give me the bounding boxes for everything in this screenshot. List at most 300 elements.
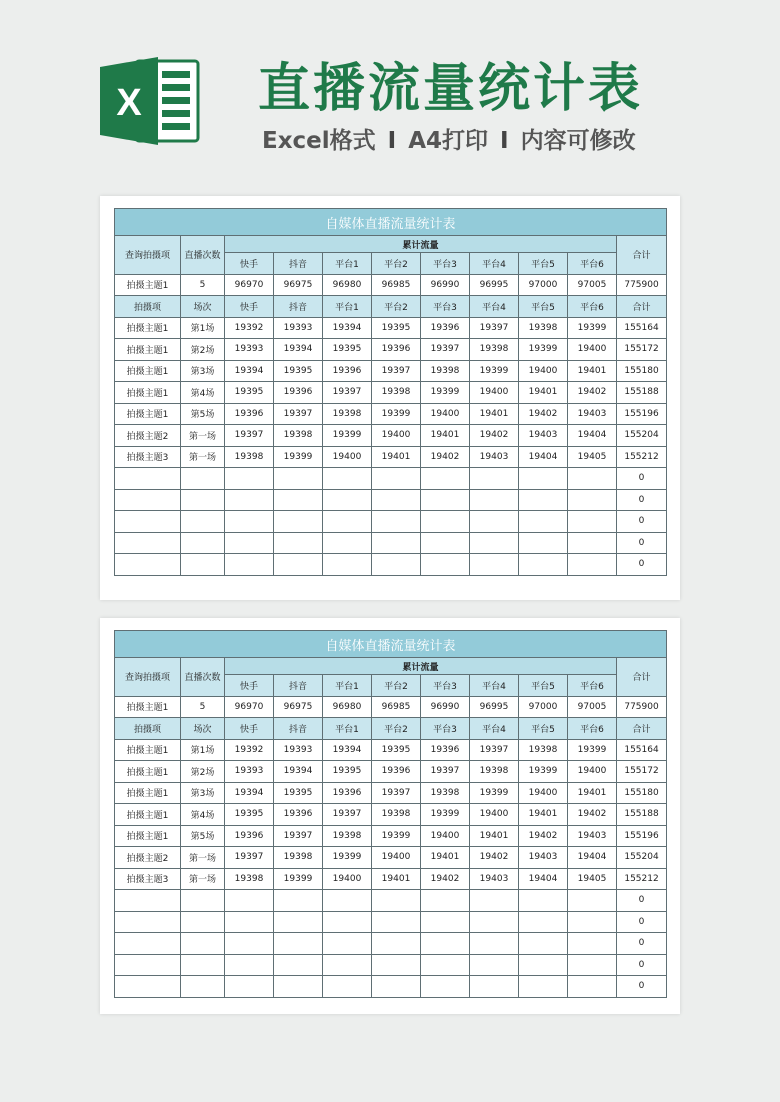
cumulative-label-cell[interactable]: 累计流量 <box>225 236 617 253</box>
table-cell[interactable]: 19398 <box>225 868 274 890</box>
table-cell[interactable]: 0 <box>617 911 667 933</box>
table-cell[interactable]: 155180 <box>617 782 667 804</box>
table-cell[interactable] <box>372 511 421 533</box>
detail-header-cell[interactable]: 平台5 <box>519 296 568 318</box>
table-cell[interactable]: 拍摄主题1 <box>115 339 181 361</box>
table-cell[interactable]: 19401 <box>470 825 519 847</box>
table-cell[interactable] <box>470 554 519 576</box>
platform-header-cell[interactable]: 平台3 <box>421 675 470 697</box>
table-cell[interactable] <box>519 468 568 490</box>
table-cell[interactable]: 19395 <box>372 739 421 761</box>
detail-header-cell[interactable]: 快手 <box>225 718 274 740</box>
table-cell[interactable]: 0 <box>617 489 667 511</box>
table-cell[interactable]: 第一场 <box>181 868 225 890</box>
table-cell[interactable] <box>225 532 274 554</box>
table-cell[interactable] <box>181 911 225 933</box>
table-cell[interactable]: 19401 <box>568 360 617 382</box>
table-cell[interactable]: 155172 <box>617 339 667 361</box>
table-cell[interactable] <box>115 532 181 554</box>
table-cell[interactable] <box>274 954 323 976</box>
table-cell[interactable]: 19401 <box>372 446 421 468</box>
sheet-title-cell[interactable]: 自媒体直播流量统计表 <box>115 209 667 236</box>
table-cell[interactable] <box>568 511 617 533</box>
table-cell[interactable] <box>568 468 617 490</box>
table-cell[interactable]: 19401 <box>568 782 617 804</box>
table-cell[interactable]: 第5场 <box>181 825 225 847</box>
table-cell[interactable] <box>115 468 181 490</box>
table-cell[interactable]: 拍摄主题1 <box>115 360 181 382</box>
detail-header-cell[interactable]: 平台5 <box>519 718 568 740</box>
table-cell[interactable]: 19395 <box>323 339 372 361</box>
table-cell[interactable] <box>421 468 470 490</box>
table-cell[interactable]: 19402 <box>470 847 519 869</box>
table-cell[interactable]: 19396 <box>372 761 421 783</box>
table-cell[interactable]: 拍摄主题3 <box>115 446 181 468</box>
table-cell[interactable] <box>181 511 225 533</box>
table-cell[interactable]: 0 <box>617 511 667 533</box>
table-cell[interactable]: 155172 <box>617 761 667 783</box>
table-cell[interactable] <box>568 489 617 511</box>
table-cell[interactable]: 19401 <box>421 847 470 869</box>
table-cell[interactable]: 19396 <box>274 382 323 404</box>
detail-header-cell[interactable]: 快手 <box>225 296 274 318</box>
table-cell[interactable] <box>519 489 568 511</box>
table-cell[interactable] <box>181 468 225 490</box>
table-cell[interactable]: 拍摄主题1 <box>115 382 181 404</box>
table-cell[interactable]: 19395 <box>274 360 323 382</box>
table-cell[interactable] <box>181 890 225 912</box>
table-cell[interactable] <box>421 976 470 998</box>
table-cell[interactable] <box>372 532 421 554</box>
table-cell[interactable]: 19396 <box>274 804 323 826</box>
table-cell[interactable]: 第4场 <box>181 804 225 826</box>
table-cell[interactable]: 19399 <box>519 761 568 783</box>
table-cell[interactable]: 19400 <box>568 339 617 361</box>
summary-value-cell[interactable]: 96995 <box>470 696 519 718</box>
platform-header-cell[interactable]: 平台1 <box>323 253 372 275</box>
table-cell[interactable]: 19398 <box>421 360 470 382</box>
table-cell[interactable]: 0 <box>617 976 667 998</box>
summary-count-cell[interactable]: 5 <box>181 274 225 296</box>
table-cell[interactable] <box>225 511 274 533</box>
table-cell[interactable]: 19400 <box>421 825 470 847</box>
table-cell[interactable]: 19393 <box>225 339 274 361</box>
table-cell[interactable] <box>274 468 323 490</box>
table-cell[interactable]: 0 <box>617 933 667 955</box>
table-cell[interactable]: 19393 <box>225 761 274 783</box>
table-cell[interactable] <box>568 933 617 955</box>
table-cell[interactable] <box>421 933 470 955</box>
table-cell[interactable]: 19401 <box>470 403 519 425</box>
table-cell[interactable] <box>372 468 421 490</box>
table-cell[interactable]: 19395 <box>323 761 372 783</box>
table-cell[interactable]: 19399 <box>568 739 617 761</box>
summary-value-cell[interactable]: 97000 <box>519 274 568 296</box>
table-cell[interactable]: 19399 <box>274 868 323 890</box>
platform-header-cell[interactable]: 抖音 <box>274 253 323 275</box>
table-cell[interactable]: 155188 <box>617 382 667 404</box>
table-cell[interactable] <box>323 511 372 533</box>
summary-count-cell[interactable]: 5 <box>181 696 225 718</box>
summary-total-cell[interactable]: 775900 <box>617 696 667 718</box>
table-cell[interactable] <box>372 554 421 576</box>
table-cell[interactable]: 19400 <box>372 425 421 447</box>
table-cell[interactable]: 19396 <box>225 403 274 425</box>
table-cell[interactable] <box>470 468 519 490</box>
platform-header-cell[interactable]: 平台4 <box>470 675 519 697</box>
table-cell[interactable] <box>470 532 519 554</box>
table-cell[interactable] <box>181 976 225 998</box>
table-cell[interactable]: 155212 <box>617 446 667 468</box>
table-cell[interactable]: 19393 <box>274 317 323 339</box>
count-label-cell[interactable]: 直播次数 <box>181 236 225 275</box>
table-cell[interactable]: 19397 <box>421 761 470 783</box>
table-cell[interactable]: 拍摄主题2 <box>115 425 181 447</box>
table-cell[interactable]: 19399 <box>372 825 421 847</box>
table-cell[interactable]: 19400 <box>421 403 470 425</box>
table-cell[interactable]: 19396 <box>225 825 274 847</box>
summary-name-cell[interactable]: 拍摄主题1 <box>115 274 181 296</box>
table-cell[interactable]: 19400 <box>519 360 568 382</box>
table-cell[interactable]: 19400 <box>372 847 421 869</box>
platform-header-cell[interactable]: 抖音 <box>274 675 323 697</box>
table-cell[interactable]: 19397 <box>274 825 323 847</box>
table-cell[interactable]: 19397 <box>421 339 470 361</box>
table-cell[interactable] <box>274 511 323 533</box>
table-cell[interactable]: 19402 <box>421 446 470 468</box>
table-cell[interactable] <box>225 468 274 490</box>
table-cell[interactable] <box>274 911 323 933</box>
table-cell[interactable] <box>225 489 274 511</box>
detail-header-cell[interactable]: 平台2 <box>372 718 421 740</box>
table-cell[interactable]: 19398 <box>519 317 568 339</box>
summary-value-cell[interactable]: 96975 <box>274 696 323 718</box>
table-cell[interactable]: 19399 <box>323 425 372 447</box>
table-cell[interactable]: 第2场 <box>181 339 225 361</box>
platform-header-cell[interactable]: 平台3 <box>421 253 470 275</box>
table-cell[interactable]: 19398 <box>372 804 421 826</box>
table-cell[interactable]: 155180 <box>617 360 667 382</box>
table-cell[interactable]: 19399 <box>323 847 372 869</box>
table-cell[interactable]: 19395 <box>274 782 323 804</box>
detail-header-cell[interactable]: 平台3 <box>421 718 470 740</box>
table-cell[interactable]: 19395 <box>372 317 421 339</box>
table-cell[interactable]: 155204 <box>617 847 667 869</box>
table-cell[interactable]: 19397 <box>470 739 519 761</box>
table-cell[interactable] <box>519 954 568 976</box>
table-cell[interactable]: 19399 <box>274 446 323 468</box>
summary-value-cell[interactable]: 97005 <box>568 696 617 718</box>
table-cell[interactable]: 19397 <box>225 425 274 447</box>
platform-header-cell[interactable]: 快手 <box>225 253 274 275</box>
table-cell[interactable]: 拍摄主题1 <box>115 761 181 783</box>
table-cell[interactable]: 19394 <box>274 339 323 361</box>
table-cell[interactable]: 19404 <box>519 868 568 890</box>
table-cell[interactable]: 第1场 <box>181 739 225 761</box>
table-cell[interactable]: 19398 <box>274 425 323 447</box>
table-cell[interactable]: 0 <box>617 554 667 576</box>
table-cell[interactable]: 拍摄主题1 <box>115 825 181 847</box>
table-cell[interactable]: 19395 <box>225 804 274 826</box>
table-cell[interactable] <box>421 532 470 554</box>
table-cell[interactable] <box>421 511 470 533</box>
table-cell[interactable]: 19403 <box>568 825 617 847</box>
detail-header-cell[interactable]: 平台4 <box>470 718 519 740</box>
table-cell[interactable]: 0 <box>617 468 667 490</box>
table-cell[interactable]: 19397 <box>323 804 372 826</box>
table-cell[interactable] <box>115 933 181 955</box>
table-cell[interactable] <box>323 554 372 576</box>
detail-header-cell[interactable]: 平台6 <box>568 296 617 318</box>
table-cell[interactable]: 第5场 <box>181 403 225 425</box>
table-cell[interactable] <box>470 911 519 933</box>
summary-value-cell[interactable]: 97000 <box>519 696 568 718</box>
total-label-cell[interactable]: 合计 <box>617 658 667 697</box>
table-cell[interactable] <box>519 890 568 912</box>
table-cell[interactable] <box>115 911 181 933</box>
table-cell[interactable]: 19399 <box>519 339 568 361</box>
table-cell[interactable]: 19394 <box>225 360 274 382</box>
table-cell[interactable] <box>519 511 568 533</box>
table-cell[interactable]: 19405 <box>568 446 617 468</box>
table-cell[interactable]: 19398 <box>470 761 519 783</box>
table-cell[interactable]: 19404 <box>568 847 617 869</box>
table-cell[interactable]: 19403 <box>519 847 568 869</box>
platform-header-cell[interactable]: 快手 <box>225 675 274 697</box>
table-cell[interactable]: 19401 <box>519 804 568 826</box>
table-cell[interactable]: 155188 <box>617 804 667 826</box>
count-label-cell[interactable]: 直播次数 <box>181 658 225 697</box>
cumulative-label-cell[interactable]: 累计流量 <box>225 658 617 675</box>
table-cell[interactable]: 19392 <box>225 317 274 339</box>
table-cell[interactable]: 第2场 <box>181 761 225 783</box>
table-cell[interactable]: 19396 <box>323 782 372 804</box>
table-cell[interactable]: 19400 <box>323 868 372 890</box>
table-cell[interactable] <box>115 890 181 912</box>
table-cell[interactable] <box>470 890 519 912</box>
platform-header-cell[interactable]: 平台5 <box>519 675 568 697</box>
table-cell[interactable] <box>421 489 470 511</box>
table-cell[interactable]: 155196 <box>617 825 667 847</box>
table-cell[interactable] <box>323 954 372 976</box>
table-cell[interactable] <box>568 976 617 998</box>
table-cell[interactable] <box>323 933 372 955</box>
table-cell[interactable] <box>181 489 225 511</box>
table-cell[interactable] <box>225 911 274 933</box>
table-cell[interactable] <box>115 954 181 976</box>
summary-value-cell[interactable]: 96985 <box>372 696 421 718</box>
table-cell[interactable]: 19396 <box>372 339 421 361</box>
table-cell[interactable] <box>181 954 225 976</box>
table-cell[interactable]: 19396 <box>323 360 372 382</box>
table-cell[interactable]: 19397 <box>225 847 274 869</box>
table-cell[interactable]: 第3场 <box>181 782 225 804</box>
table-cell[interactable]: 19397 <box>274 403 323 425</box>
detail-header-cell[interactable]: 平台6 <box>568 718 617 740</box>
table-cell[interactable] <box>372 933 421 955</box>
detail-header-cell[interactable]: 平台1 <box>323 718 372 740</box>
table-cell[interactable]: 19399 <box>372 403 421 425</box>
table-cell[interactable]: 19397 <box>470 317 519 339</box>
table-cell[interactable] <box>181 933 225 955</box>
platform-header-cell[interactable]: 平台6 <box>568 253 617 275</box>
table-cell[interactable]: 19403 <box>470 446 519 468</box>
table-cell[interactable]: 19399 <box>421 382 470 404</box>
table-cell[interactable]: 19399 <box>470 360 519 382</box>
table-cell[interactable]: 19403 <box>470 868 519 890</box>
table-cell[interactable]: 19400 <box>470 804 519 826</box>
detail-header-cell[interactable]: 合计 <box>617 296 667 318</box>
table-cell[interactable] <box>421 911 470 933</box>
table-cell[interactable]: 19397 <box>372 360 421 382</box>
table-cell[interactable]: 19396 <box>421 739 470 761</box>
table-cell[interactable]: 19395 <box>225 382 274 404</box>
detail-header-cell[interactable]: 抖音 <box>274 296 323 318</box>
table-cell[interactable] <box>568 554 617 576</box>
table-cell[interactable] <box>372 976 421 998</box>
table-cell[interactable]: 19394 <box>323 739 372 761</box>
table-cell[interactable] <box>470 933 519 955</box>
table-cell[interactable]: 19403 <box>568 403 617 425</box>
table-cell[interactable] <box>323 911 372 933</box>
table-cell[interactable]: 第一场 <box>181 847 225 869</box>
table-cell[interactable] <box>323 976 372 998</box>
table-cell[interactable] <box>568 911 617 933</box>
total-label-cell[interactable]: 合计 <box>617 236 667 275</box>
table-cell[interactable]: 19401 <box>519 382 568 404</box>
table-cell[interactable]: 19392 <box>225 739 274 761</box>
table-cell[interactable]: 19400 <box>470 382 519 404</box>
table-cell[interactable] <box>225 954 274 976</box>
table-cell[interactable] <box>323 532 372 554</box>
table-cell[interactable] <box>519 911 568 933</box>
table-cell[interactable] <box>274 489 323 511</box>
detail-header-cell[interactable]: 抖音 <box>274 718 323 740</box>
table-cell[interactable] <box>470 954 519 976</box>
summary-value-cell[interactable]: 96970 <box>225 696 274 718</box>
table-cell[interactable] <box>274 532 323 554</box>
table-cell[interactable]: 0 <box>617 954 667 976</box>
platform-header-cell[interactable]: 平台2 <box>372 253 421 275</box>
table-cell[interactable]: 19404 <box>568 425 617 447</box>
table-cell[interactable]: 拍摄主题1 <box>115 804 181 826</box>
table-cell[interactable]: 19398 <box>470 339 519 361</box>
table-cell[interactable]: 19404 <box>519 446 568 468</box>
table-cell[interactable] <box>274 554 323 576</box>
table-cell[interactable]: 拍摄主题3 <box>115 868 181 890</box>
summary-value-cell[interactable]: 96990 <box>421 696 470 718</box>
table-cell[interactable] <box>115 976 181 998</box>
table-cell[interactable]: 19394 <box>225 782 274 804</box>
table-cell[interactable]: 第1场 <box>181 317 225 339</box>
table-cell[interactable] <box>274 976 323 998</box>
table-cell[interactable]: 155164 <box>617 739 667 761</box>
table-cell[interactable]: 0 <box>617 532 667 554</box>
table-cell[interactable]: 拍摄主题1 <box>115 739 181 761</box>
table-cell[interactable] <box>372 489 421 511</box>
table-cell[interactable]: 19394 <box>274 761 323 783</box>
platform-header-cell[interactable]: 平台5 <box>519 253 568 275</box>
table-cell[interactable] <box>470 511 519 533</box>
table-cell[interactable] <box>372 890 421 912</box>
table-cell[interactable] <box>568 890 617 912</box>
table-cell[interactable]: 拍摄主题2 <box>115 847 181 869</box>
platform-header-cell[interactable]: 平台6 <box>568 675 617 697</box>
table-cell[interactable] <box>372 911 421 933</box>
table-cell[interactable] <box>323 890 372 912</box>
table-cell[interactable] <box>421 554 470 576</box>
table-cell[interactable]: 19398 <box>519 739 568 761</box>
table-cell[interactable]: 19401 <box>372 868 421 890</box>
summary-value-cell[interactable]: 96975 <box>274 274 323 296</box>
table-cell[interactable] <box>225 933 274 955</box>
table-cell[interactable] <box>274 890 323 912</box>
table-cell[interactable] <box>470 976 519 998</box>
table-cell[interactable]: 第一场 <box>181 425 225 447</box>
detail-header-cell[interactable]: 平台4 <box>470 296 519 318</box>
table-cell[interactable]: 19402 <box>568 804 617 826</box>
table-cell[interactable]: 第4场 <box>181 382 225 404</box>
detail-header-cell[interactable]: 拍摄项 <box>115 718 181 740</box>
table-cell[interactable] <box>519 976 568 998</box>
detail-header-cell[interactable]: 场次 <box>181 296 225 318</box>
summary-value-cell[interactable]: 96980 <box>323 696 372 718</box>
table-cell[interactable]: 拍摄主题1 <box>115 317 181 339</box>
summary-value-cell[interactable]: 96995 <box>470 274 519 296</box>
table-cell[interactable]: 19393 <box>274 739 323 761</box>
table-cell[interactable]: 19398 <box>323 825 372 847</box>
table-cell[interactable]: 19402 <box>470 425 519 447</box>
table-cell[interactable] <box>115 554 181 576</box>
query-label-cell[interactable]: 查询拍摄项 <box>115 658 181 697</box>
table-cell[interactable] <box>225 890 274 912</box>
summary-value-cell[interactable]: 96980 <box>323 274 372 296</box>
table-cell[interactable] <box>115 511 181 533</box>
table-cell[interactable]: 19402 <box>421 868 470 890</box>
table-cell[interactable] <box>115 489 181 511</box>
summary-name-cell[interactable]: 拍摄主题1 <box>115 696 181 718</box>
summary-total-cell[interactable]: 775900 <box>617 274 667 296</box>
table-cell[interactable] <box>519 933 568 955</box>
query-label-cell[interactable]: 查询拍摄项 <box>115 236 181 275</box>
summary-value-cell[interactable]: 96985 <box>372 274 421 296</box>
table-cell[interactable]: 19402 <box>519 825 568 847</box>
platform-header-cell[interactable]: 平台4 <box>470 253 519 275</box>
table-cell[interactable]: 19400 <box>323 446 372 468</box>
table-cell[interactable] <box>470 489 519 511</box>
table-cell[interactable] <box>519 532 568 554</box>
table-cell[interactable]: 19402 <box>519 403 568 425</box>
detail-header-cell[interactable]: 平台2 <box>372 296 421 318</box>
table-cell[interactable]: 拍摄主题1 <box>115 782 181 804</box>
detail-header-cell[interactable]: 拍摄项 <box>115 296 181 318</box>
detail-header-cell[interactable]: 场次 <box>181 718 225 740</box>
sheet-title-cell[interactable]: 自媒体直播流量统计表 <box>115 631 667 658</box>
table-cell[interactable] <box>568 532 617 554</box>
table-cell[interactable] <box>323 489 372 511</box>
table-cell[interactable] <box>568 954 617 976</box>
table-cell[interactable]: 拍摄主题1 <box>115 403 181 425</box>
detail-header-cell[interactable]: 合计 <box>617 718 667 740</box>
table-cell[interactable]: 19397 <box>323 382 372 404</box>
table-cell[interactable]: 19399 <box>470 782 519 804</box>
table-cell[interactable]: 155204 <box>617 425 667 447</box>
summary-value-cell[interactable]: 96990 <box>421 274 470 296</box>
table-cell[interactable] <box>225 554 274 576</box>
table-cell[interactable]: 155196 <box>617 403 667 425</box>
table-cell[interactable] <box>323 468 372 490</box>
platform-header-cell[interactable]: 平台2 <box>372 675 421 697</box>
